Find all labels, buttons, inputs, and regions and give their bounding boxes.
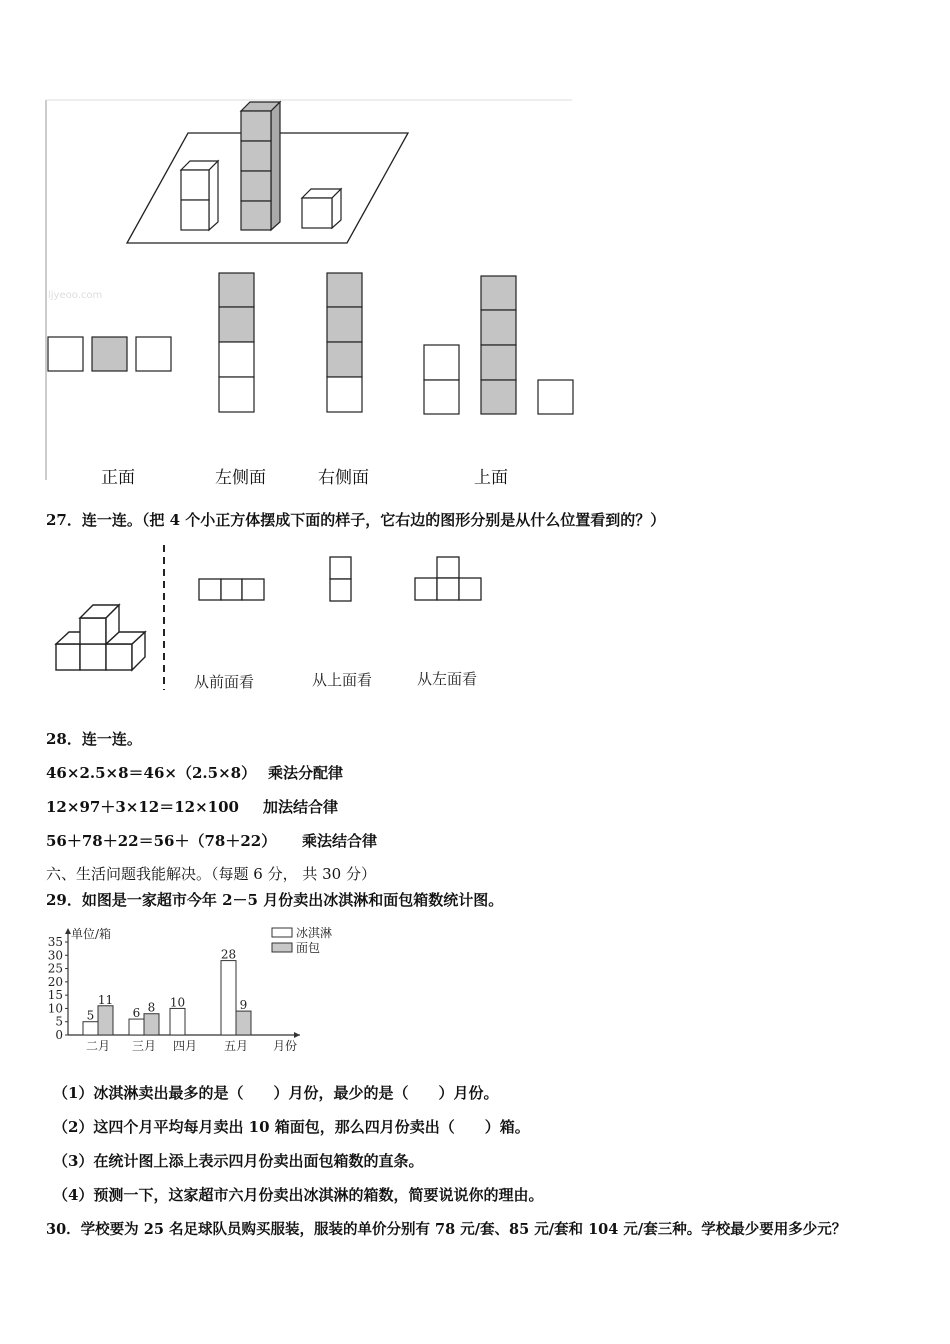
view-label-left: 左侧面 (215, 468, 266, 488)
legend-label: 面包 (296, 941, 321, 955)
view-label-front: 正面 (101, 468, 135, 488)
y-tick-label: 0 (55, 1028, 63, 1042)
y-unit-label: 单位/箱 (71, 927, 112, 941)
cube-stack-left (181, 161, 218, 230)
y-tick-label: 25 (47, 961, 63, 976)
section-6-heading: 六、生活问题我能解决。（每题 6 分， 共 30 分） (46, 865, 376, 883)
bar-bread (98, 1006, 113, 1035)
view-top (424, 276, 573, 414)
q29-sub-3: （3）在统计图上添上表示四月份卖出面包箱数的直条。 (53, 1152, 424, 1170)
bar-icecream (221, 961, 236, 1035)
view-left-side (219, 273, 254, 412)
bar-value-label: 8 (147, 1000, 156, 1015)
q30-title: 30．学校要为 25 名足球队员购买服装，服装的单价分别有 78 元/套、85 元/套和 104 元/套三种。学校最少要用多少元？ (46, 1221, 847, 1238)
bar-bread (236, 1011, 251, 1035)
bar-value-label: 10 (169, 995, 186, 1010)
q29-title: 29．如图是一家超市今年 2－5 月份卖出冰淇淋和面包箱数统计图。 (46, 891, 504, 909)
legend-swatch (272, 943, 292, 952)
x-tick-label: 四月 (172, 1039, 198, 1053)
bar-value-label: 9 (239, 998, 248, 1013)
x-tick-label: 五月 (223, 1039, 249, 1053)
x-axis-arrow (294, 1032, 300, 1038)
y-tick-label: 15 (47, 988, 63, 1003)
q27-title: 27．连一连。（把 4 个小正方体摆成下面的样子，它右边的图形分别是从什么位置看到的？） (46, 511, 666, 529)
q27-label-left: 从左面看 (417, 670, 478, 688)
cube-single-right (302, 189, 341, 228)
x-axis-label: 月份 (272, 1039, 298, 1053)
q29-sub-4: （4）预测一下，这家超市六月份卖出冰淇淋的箱数，简要说说你的理由。 (53, 1186, 544, 1204)
q28-expr-2: 12×97＋3×12＝12×100 (46, 798, 239, 816)
q27-label-front: 从前面看 (194, 673, 255, 691)
x-tick-label: 三月 (131, 1039, 157, 1053)
y-tick-label: 35 (47, 935, 63, 949)
bar-icecream (170, 1008, 185, 1035)
q26-figure (0, 0, 950, 500)
bar-value-label: 11 (97, 992, 114, 1007)
x-tick-label: 二月 (85, 1039, 111, 1053)
q29-sub-2: （2）这四个月平均每月卖出 10 箱面包，那么四月份卖出（ ）箱。 (53, 1118, 530, 1136)
bar-icecream (83, 1022, 98, 1035)
q28-law-2: 加法结合律 (263, 798, 339, 816)
q28-expr-3: 56＋78＋22＝56＋（78＋22） (46, 832, 277, 850)
q29-bar-chart (40, 920, 333, 1060)
y-tick-label: 20 (47, 974, 63, 989)
bar-value-label: 6 (132, 1006, 141, 1021)
view-label-right: 右侧面 (318, 468, 369, 488)
bar-value-label: 5 (86, 1008, 95, 1023)
q28-title: 28．连一连。 (46, 730, 142, 748)
q27-view-col2 (330, 557, 351, 601)
q27-view-row3 (199, 579, 264, 600)
view-right-side (327, 273, 362, 412)
bar-bread (144, 1014, 159, 1035)
y-tick-label: 10 (47, 1001, 63, 1016)
watermark: ljyeoo.com (48, 290, 103, 301)
y-tick-label: 30 (47, 948, 63, 963)
legend-label: 冰淇淋 (296, 926, 333, 940)
q29-sub-1: （1）冰淇淋卖出最多的是（ ）月份，最少的是（ ）月份。 (53, 1084, 499, 1102)
bar-value-label: 28 (220, 947, 237, 962)
bar-icecream (129, 1019, 144, 1035)
q28-law-1: 乘法分配律 (268, 764, 344, 782)
q28-law-3: 乘法结合律 (302, 832, 378, 850)
cube-arrangement (56, 605, 145, 670)
view-front (48, 337, 171, 371)
y-tick-label: 5 (55, 1014, 63, 1029)
q27-view-tshape (415, 557, 481, 600)
legend-swatch (272, 928, 292, 937)
q27-label-top: 从上面看 (312, 671, 373, 689)
cube-stack-tall (241, 102, 280, 230)
q28-expr-1: 46×2.5×8＝46×（2.5×8） (46, 764, 257, 782)
view-label-top: 上面 (474, 468, 508, 488)
